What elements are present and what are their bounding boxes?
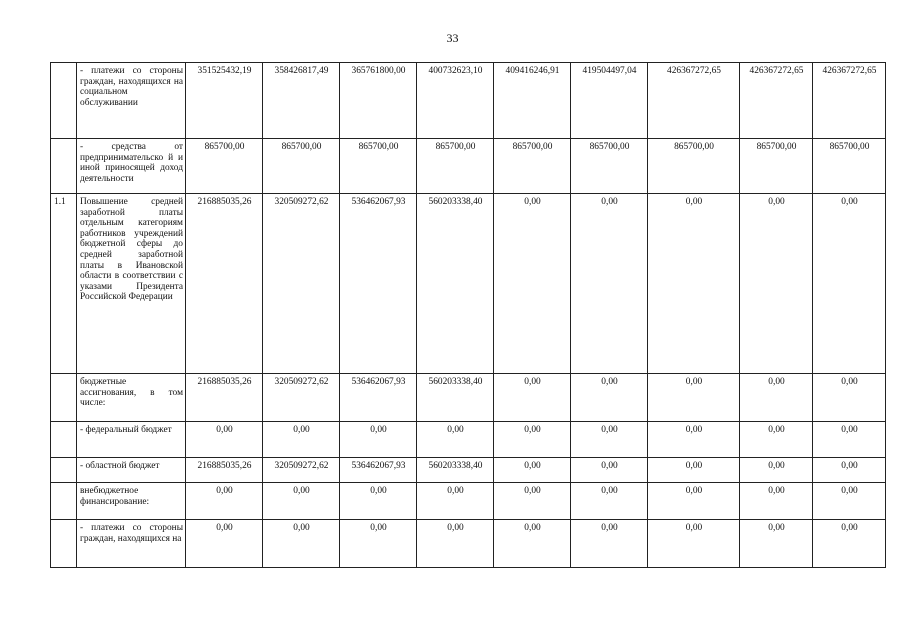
- value-cell: 426367272,65: [813, 63, 886, 139]
- row-description: внебюджетное финансирование:: [77, 483, 186, 520]
- value-cell: 216885035,26: [186, 194, 263, 374]
- value-cell: 0,00: [340, 483, 417, 520]
- value-cell: 216885035,26: [186, 374, 263, 422]
- row-description: - федеральный бюджет: [77, 422, 186, 458]
- value-cell: 0,00: [571, 374, 648, 422]
- value-cell: 865700,00: [417, 139, 494, 194]
- value-cell: 0,00: [186, 483, 263, 520]
- value-cell: 0,00: [813, 422, 886, 458]
- value-cell: 0,00: [340, 520, 417, 568]
- row-description: бюджетные ассигнования, в том числе:: [77, 374, 186, 422]
- value-cell: 0,00: [571, 194, 648, 374]
- value-cell: 536462067,93: [340, 194, 417, 374]
- value-cell: 865700,00: [494, 139, 571, 194]
- value-cell: 0,00: [648, 194, 740, 374]
- value-cell: 560203338,40: [417, 194, 494, 374]
- value-cell: 320509272,62: [263, 374, 340, 422]
- value-cell: 0,00: [417, 483, 494, 520]
- page-number: 33: [446, 31, 459, 45]
- value-cell: 536462067,93: [340, 458, 417, 483]
- value-cell: 320509272,62: [263, 194, 340, 374]
- value-cell: 0,00: [740, 520, 813, 568]
- value-cell: 351525432,19: [186, 63, 263, 139]
- value-cell: 0,00: [648, 422, 740, 458]
- value-cell: 0,00: [494, 458, 571, 483]
- value-cell: 0,00: [417, 422, 494, 458]
- row-index: [51, 422, 77, 458]
- value-cell: 365761800,00: [340, 63, 417, 139]
- value-cell: 0,00: [494, 520, 571, 568]
- value-cell: 0,00: [494, 374, 571, 422]
- row-description: - платежи со стороны граждан, находящихся на: [77, 520, 186, 568]
- value-cell: 0,00: [340, 422, 417, 458]
- value-cell: 216885035,26: [186, 458, 263, 483]
- value-cell: 426367272,65: [648, 63, 740, 139]
- row-index: [51, 458, 77, 483]
- value-cell: 560203338,40: [417, 374, 494, 422]
- value-cell: 0,00: [186, 520, 263, 568]
- value-cell: 865700,00: [648, 139, 740, 194]
- value-cell: 419504497,04: [571, 63, 648, 139]
- value-cell: 426367272,65: [740, 63, 813, 139]
- value-cell: 0,00: [813, 194, 886, 374]
- row-description: - платежи со стороны граждан, находящихся на социальном обслуживании: [77, 63, 186, 139]
- value-cell: 400732623,10: [417, 63, 494, 139]
- table-row: [51, 458, 886, 483]
- value-cell: 0,00: [494, 422, 571, 458]
- budget-table: [50, 62, 886, 568]
- value-cell: 865700,00: [186, 139, 263, 194]
- value-cell: 0,00: [494, 194, 571, 374]
- table-row: [51, 63, 886, 139]
- row-description: - областной бюджет: [77, 458, 186, 483]
- value-cell: 0,00: [263, 422, 340, 458]
- table-row: [51, 483, 886, 520]
- value-cell: 865700,00: [813, 139, 886, 194]
- value-cell: 536462067,93: [340, 374, 417, 422]
- row-index: 1.1: [51, 194, 77, 374]
- value-cell: 865700,00: [340, 139, 417, 194]
- value-cell: 560203338,40: [417, 458, 494, 483]
- value-cell: 0,00: [740, 458, 813, 483]
- table-row: [51, 374, 886, 422]
- row-description: Повышение средней заработной платы отдельным категориям работников учреждений бюджетной сферы до средней заработной платы в Ивановской области в соответствии с указами Президента Российской Федерации: [77, 194, 186, 374]
- value-cell: 358426817,49: [263, 63, 340, 139]
- value-cell: 0,00: [813, 374, 886, 422]
- table-row: [51, 422, 886, 458]
- row-index: [51, 483, 77, 520]
- value-cell: 0,00: [571, 422, 648, 458]
- table-body: [51, 63, 886, 568]
- row-index: [51, 139, 77, 194]
- table-row: [51, 194, 886, 374]
- row-index: [51, 63, 77, 139]
- value-cell: 0,00: [813, 458, 886, 483]
- value-cell: 865700,00: [740, 139, 813, 194]
- row-description: - средства от предпринимательско й и иной приносящей доход деятельности: [77, 139, 186, 194]
- value-cell: 0,00: [571, 520, 648, 568]
- value-cell: 0,00: [813, 520, 886, 568]
- value-cell: 0,00: [186, 422, 263, 458]
- value-cell: 0,00: [263, 483, 340, 520]
- value-cell: 0,00: [571, 483, 648, 520]
- row-index: [51, 374, 77, 422]
- value-cell: 0,00: [417, 520, 494, 568]
- row-index: [51, 520, 77, 568]
- value-cell: 0,00: [813, 483, 886, 520]
- value-cell: 0,00: [740, 194, 813, 374]
- value-cell: 0,00: [740, 374, 813, 422]
- value-cell: 0,00: [648, 520, 740, 568]
- table-row: [51, 139, 886, 194]
- value-cell: 0,00: [571, 458, 648, 483]
- value-cell: 0,00: [740, 422, 813, 458]
- value-cell: 320509272,62: [263, 458, 340, 483]
- value-cell: 0,00: [648, 374, 740, 422]
- table-row: [51, 520, 886, 568]
- value-cell: 0,00: [648, 458, 740, 483]
- value-cell: 865700,00: [571, 139, 648, 194]
- value-cell: 865700,00: [263, 139, 340, 194]
- value-cell: 409416246,91: [494, 63, 571, 139]
- value-cell: 0,00: [494, 483, 571, 520]
- value-cell: 0,00: [740, 483, 813, 520]
- value-cell: 0,00: [648, 483, 740, 520]
- value-cell: 0,00: [263, 520, 340, 568]
